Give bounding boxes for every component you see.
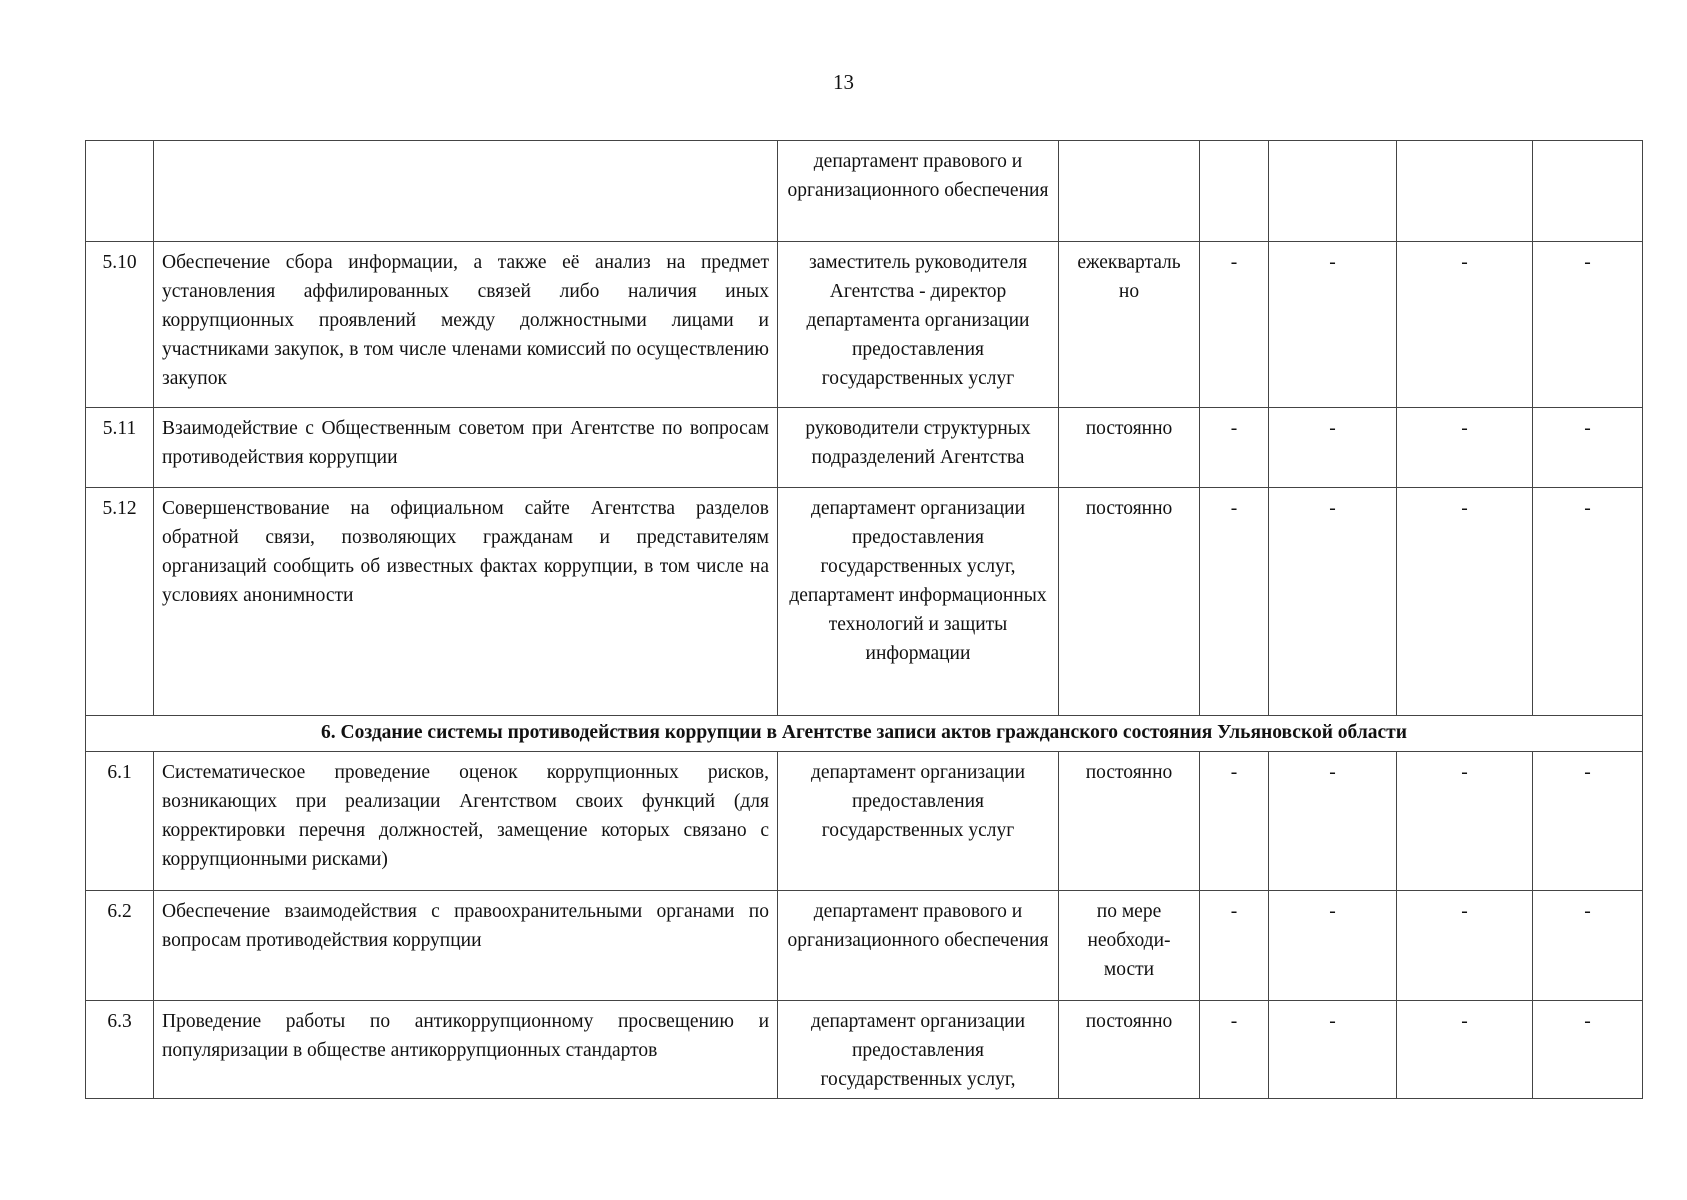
value-cell: - (1269, 752, 1397, 891)
value-cell: - (1269, 408, 1397, 488)
responsible: департамент правового и организационного обеспечения (778, 891, 1059, 1001)
anti-corruption-plan-table (85, 140, 1643, 1099)
page-number: 13 (833, 70, 854, 94)
responsible: департамент организации предоставления государственных услуг, департамент информационных технологий и защиты информации (778, 488, 1059, 716)
row-number: 6.1 (86, 752, 154, 891)
measure-text: Систематическое проведение оценок коррупционных рисков, возникающих при реализации Агентством своих функций (для корректировки перечня должностей, замещение которых связано с коррупционными рисками) (154, 752, 778, 891)
period: по мере необходи- мости (1059, 891, 1200, 1001)
value-cell: - (1200, 891, 1269, 1001)
table-row (86, 242, 1643, 408)
period: постоянно (1059, 488, 1200, 716)
table-row (86, 141, 1643, 242)
row-number: 5.10 (86, 242, 154, 408)
row-number: 5.11 (86, 408, 154, 488)
value-cell (1397, 141, 1533, 242)
value-cell: - (1200, 408, 1269, 488)
value-cell: - (1397, 242, 1533, 408)
responsible: департамент правового и организационного обеспечения (778, 141, 1059, 242)
row-number: 5.12 (86, 488, 154, 716)
period: постоянно (1059, 1001, 1200, 1099)
value-cell (1200, 141, 1269, 242)
table-row (86, 1001, 1643, 1099)
responsible: департамент организации предоставления государственных услуг, (778, 1001, 1059, 1099)
measure-text: Совершенствование на официальном сайте Агентства разделов обратной связи, позволяющих гражданам и представителям организаций сообщить об известных фактах коррупции, в том числе на условиях анонимности (154, 488, 778, 716)
value-cell: - (1200, 242, 1269, 408)
row-number: 6.2 (86, 891, 154, 1001)
responsible: руководители структурных подразделений Агентства (778, 408, 1059, 488)
value-cell: - (1397, 752, 1533, 891)
section-row (86, 716, 1643, 752)
value-cell (1269, 141, 1397, 242)
value-cell: - (1269, 1001, 1397, 1099)
value-cell: - (1397, 1001, 1533, 1099)
row-number: 6.3 (86, 1001, 154, 1099)
value-cell: - (1397, 891, 1533, 1001)
value-cell: - (1397, 488, 1533, 716)
value-cell: - (1200, 1001, 1269, 1099)
table-row (86, 752, 1643, 891)
section-title: 6. Создание системы противодействия коррупции в Агентстве записи актов гражданского состояния Ульяновской области (86, 716, 1643, 752)
table-row (86, 408, 1643, 488)
responsible: департамент организации предоставления государственных услуг (778, 752, 1059, 891)
value-cell: - (1533, 408, 1643, 488)
value-cell: - (1533, 891, 1643, 1001)
value-cell (1533, 141, 1643, 242)
measure-text: Обеспечение сбора информации, а также её анализ на предмет установления аффилированных связей либо наличия иных коррупционных проявлений между должностными лицами и участниками закупок, в том числе членами комиссий по осуществлению закупок (154, 242, 778, 408)
period: постоянно (1059, 408, 1200, 488)
period: ежекварталь но (1059, 242, 1200, 408)
value-cell: - (1533, 488, 1643, 716)
value-cell: - (1533, 1001, 1643, 1099)
value-cell: - (1200, 488, 1269, 716)
table-row (86, 891, 1643, 1001)
value-cell: - (1269, 891, 1397, 1001)
measure-text: Проведение работы по антикоррупционному просвещению и популяризации в обществе антикоррупционных стандартов (154, 1001, 778, 1099)
measure-text: Обеспечение взаимодействия с правоохранительными органами по вопросам противодействия коррупции (154, 891, 778, 1001)
table-row (86, 488, 1643, 716)
value-cell: - (1533, 242, 1643, 408)
measure-text: Взаимодействие с Общественным советом при Агентстве по вопросам противодействия коррупции (154, 408, 778, 488)
value-cell: - (1269, 488, 1397, 716)
responsible: заместитель руководителя Агентства - директор департамента организации предоставления государственных услуг (778, 242, 1059, 408)
value-cell: - (1200, 752, 1269, 891)
period: постоянно (1059, 752, 1200, 891)
row-number (86, 141, 154, 242)
period (1059, 141, 1200, 242)
measure-text (154, 141, 778, 242)
value-cell: - (1397, 408, 1533, 488)
value-cell: - (1533, 752, 1643, 891)
value-cell: - (1269, 242, 1397, 408)
